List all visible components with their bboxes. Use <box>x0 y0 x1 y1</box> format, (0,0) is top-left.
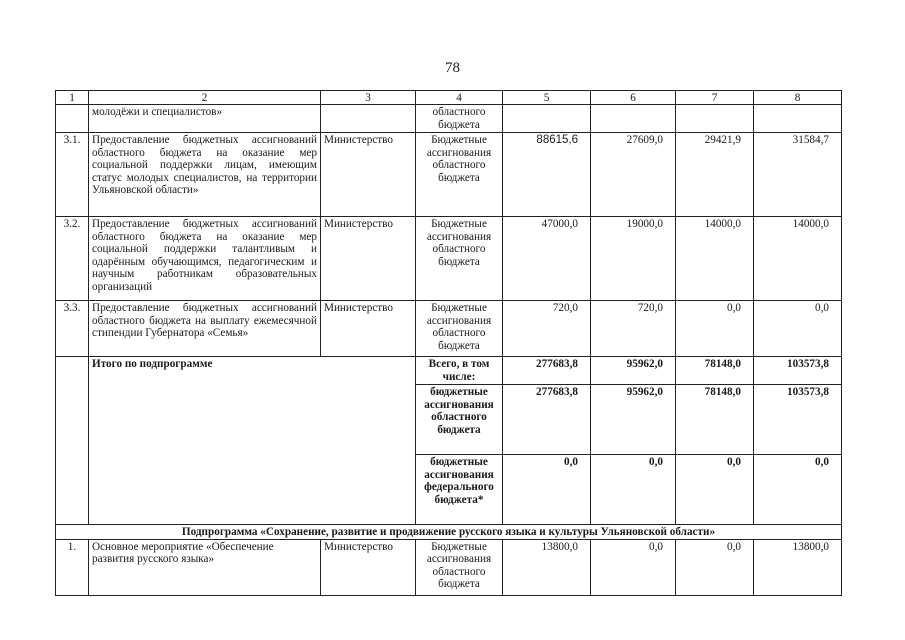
total-cell: 13800,0 <box>503 539 591 595</box>
funding-source-cell: Бюджетные ассигнования областного бюджета <box>416 217 503 301</box>
executor-cell <box>321 105 416 133</box>
year1-cell: 0,0 <box>591 539 676 595</box>
funding-source-cell: бюджетные ассигнования федерального бюджета* <box>416 455 503 525</box>
subprogram-title: Подпрограмма «Сохранение, развитие и продвижение русского языка и культуры Ульяновской области» <box>56 525 842 540</box>
year3-cell: 103573,8 <box>754 357 842 385</box>
funding-source-cell: бюджетные ассигнования областного бюджета <box>416 385 503 455</box>
year3-cell: 0,0 <box>754 301 842 357</box>
executor-cell: Министерство <box>321 301 416 357</box>
subprogram-row <box>56 525 842 540</box>
subtotal-row <box>56 357 842 385</box>
funding-source-cell: Бюджетные ассигнования областного бюджета <box>416 301 503 357</box>
column-header: 3 <box>321 91 416 105</box>
table-row <box>56 301 842 357</box>
measure-name-cell: Предоставление бюджетных ассигнований областного бюджета на оказание мер социальной поддержки талантливым и одарённым обучающимся, педагогическим и научным работникам образовательных организаций <box>89 217 321 301</box>
year1-cell: 720,0 <box>591 301 676 357</box>
year3-cell: 14000,0 <box>754 217 842 301</box>
executor-cell: Министерство <box>321 133 416 217</box>
column-header: 1 <box>56 91 89 105</box>
total-cell: 277683,8 <box>503 385 591 455</box>
table-row <box>56 217 842 301</box>
measure-name-cell: молодёжи и специалистов» <box>89 105 321 133</box>
column-header: 2 <box>89 91 321 105</box>
year3-cell: 103573,8 <box>754 385 842 455</box>
row-number-cell: 3.3. <box>56 301 89 357</box>
table-row <box>56 133 842 217</box>
funding-source-cell: Бюджетные ассигнования областного бюджета <box>416 133 503 217</box>
measure-name-cell: Предоставление бюджетных ассигнований областного бюджета на выплату ежемесячной стипендии Губернатора «Семья» <box>89 301 321 357</box>
total-cell: 0,0 <box>503 455 591 525</box>
row-number-cell <box>56 105 89 133</box>
column-header: 6 <box>591 91 676 105</box>
year1-cell: 27609,0 <box>591 133 676 217</box>
year3-cell: 31584,7 <box>754 133 842 217</box>
table-row <box>56 539 842 595</box>
year1-cell: 19000,0 <box>591 217 676 301</box>
executor-cell: Министерство <box>321 539 416 595</box>
year2-cell <box>676 105 754 133</box>
year1-cell <box>591 105 676 133</box>
year2-cell: 0,0 <box>676 455 754 525</box>
year2-cell: 78148,0 <box>676 385 754 455</box>
total-cell: 88615,6 <box>503 133 591 217</box>
year2-cell: 0,0 <box>676 301 754 357</box>
total-cell: 277683,8 <box>503 357 591 385</box>
column-header: 4 <box>416 91 503 105</box>
funding-source-cell: областного бюджета <box>416 105 503 133</box>
row-number-cell: 3.1. <box>56 133 89 217</box>
total-cell: 47000,0 <box>503 217 591 301</box>
funding-source-cell: Бюджетные ассигнования областного бюджета <box>416 539 503 595</box>
column-header: 8 <box>754 91 842 105</box>
row-number-cell: 1. <box>56 539 89 595</box>
measure-name-cell: Предоставление бюджетных ассигнований областного бюджета на оказание мер социальной поддержки лицам, имеющим статус молодых специалистов, на территории Ульяновской области» <box>89 133 321 217</box>
page-number: 78 <box>445 60 460 76</box>
year2-cell: 78148,0 <box>676 357 754 385</box>
year2-cell: 14000,0 <box>676 217 754 301</box>
total-cell <box>503 105 591 133</box>
subtotal-label: Итого по подпрограмме <box>89 357 416 525</box>
year3-cell <box>754 105 842 133</box>
year3-cell: 0,0 <box>754 455 842 525</box>
total-cell: 720,0 <box>503 301 591 357</box>
year1-cell: 0,0 <box>591 455 676 525</box>
budget-table <box>55 90 842 596</box>
column-header: 5 <box>503 91 591 105</box>
row-number-cell <box>56 357 89 525</box>
year2-cell: 29421,9 <box>676 133 754 217</box>
table-row <box>56 105 842 133</box>
row-number-cell: 3.2. <box>56 217 89 301</box>
year3-cell: 13800,0 <box>754 539 842 595</box>
column-header-row <box>56 91 842 105</box>
year1-cell: 95962,0 <box>591 385 676 455</box>
funding-source-cell: Всего, в том числе: <box>416 357 503 385</box>
year2-cell: 0,0 <box>676 539 754 595</box>
measure-name-cell: Основное мероприятие «Обеспечение развития русского языка» <box>89 539 321 595</box>
column-header: 7 <box>676 91 754 105</box>
executor-cell: Министерство <box>321 217 416 301</box>
year1-cell: 95962,0 <box>591 357 676 385</box>
